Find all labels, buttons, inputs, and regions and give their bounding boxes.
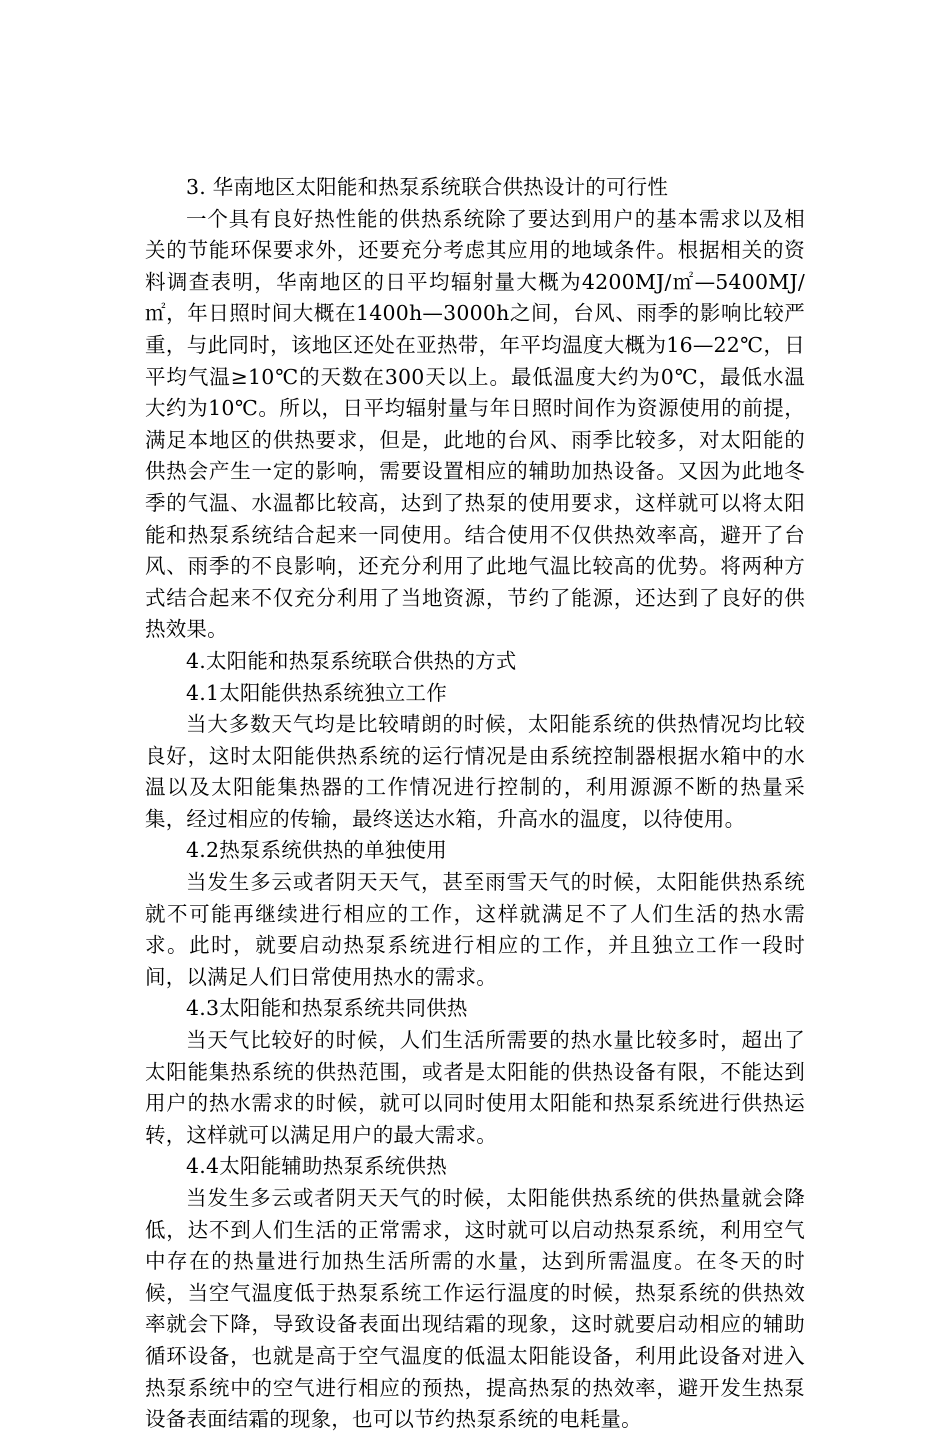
- section-4-2-paragraph: 当发生多云或者阴天天气，甚至雨雪天气的时候，太阳能供热系统就不可能再继续进行相应的工作，这样就满足不了人们生活的热水需求。此时，就要启动热泵系统进行相应的工作，并且独立工作一段时间，以满足人们日常使用热水的需求。: [145, 870, 805, 989]
- document-page: [145, 172, 805, 1436]
- section-4-heading: 4.太阳能和热泵系统联合供热的方式: [186, 648, 517, 673]
- section-4-2-heading: 4.2热泵系统供热的单独使用: [186, 838, 447, 863]
- section-4-4-paragraph: 当发生多云或者阴天天气的时候，太阳能供热系统的供热量就会降低，达不到人们生活的正常需求，这时就可以启动热泵系统，利用空气中存在的热量进行加热生活所需的水量，达到所需温度。在冬天的时候，当空气温度低于热泵系统工作运行温度的时候，热泵系统的供热效率就会下降，导致设备表面出现结霜的现象，这时就要启动相应的辅助循环设备，也就是高于空气温度的低温太阳能设备，利用此设备对进入热泵系统中的空气进行相应的预热，提高热泵的热效率，避开发生热泵设备表面结霜的现象，也可以节约热泵系统的电耗量。: [145, 1186, 805, 1432]
- section-4-3-paragraph: 当天气比较好的时候，人们生活所需要的热水量比较多时，超出了太阳能集热系统的供热范围，或者是太阳能的供热设备有限，不能达到用户的热水需求的时候，就可以同时使用太阳能和热泵系统进行供热运转，这样就可以满足用户的最大需求。: [145, 1028, 805, 1147]
- section-4-1-heading: 4.1太阳能供热系统独立工作: [186, 680, 447, 705]
- section-4-3-heading: 4.3太阳能和热泵系统共同供热: [186, 996, 468, 1021]
- section-3-paragraph: 一个具有良好热性能的供热系统除了要达到用户的基本需求以及相关的节能环保要求外，还要充分考虑其应用的地域条件。根据相关的资料调查表明，华南地区的日平均辐射量大概为4200MJ/㎡—5400MJ/㎡，年日照时间大概在1400h—3000h之间，台风、雨季的影响比较严重，与此同时，该地区还处在亚热带，年平均温度大概为16—22℃，日平均气温≥10℃的天数在300天以上。最低温度大约为0℃，最低水温大约为10℃。所以，日平均辐射量与年日照时间作为资源使用的前提，满足本地区的供热要求，但是，此地的台风、雨季比较多，对太阳能的供热会产生一定的影响，需要设置相应的辅助加热设备。又因为此地冬季的气温、水温都比较高，达到了热泵的使用要求，这样就可以将太阳能和热泵系统结合起来一同使用。结合使用不仅供热效率高，避开了台风、雨季的不良影响，还充分利用了此地气温比较高的优势。将两种方式结合起来不仅充分利用了当地资源，节约了能源，还达到了良好的供热效果。: [145, 206, 805, 642]
- section-3-heading: 3. 华南地区太阳能和热泵系统联合供热设计的可行性: [186, 175, 669, 199]
- section-4-1-paragraph: 当大多数天气均是比较晴朗的时候，太阳能系统的供热情况均比较良好，这时太阳能供热系统的运行情况是由系统控制器根据水箱中的水温以及太阳能集热器的工作情况进行控制的，利用源源不断的热量采集，经过相应的传输，最终送达水箱，升高水的温度，以待使用。: [145, 712, 805, 831]
- section-4-4-heading: 4.4太阳能辅助热泵系统供热: [186, 1154, 447, 1179]
